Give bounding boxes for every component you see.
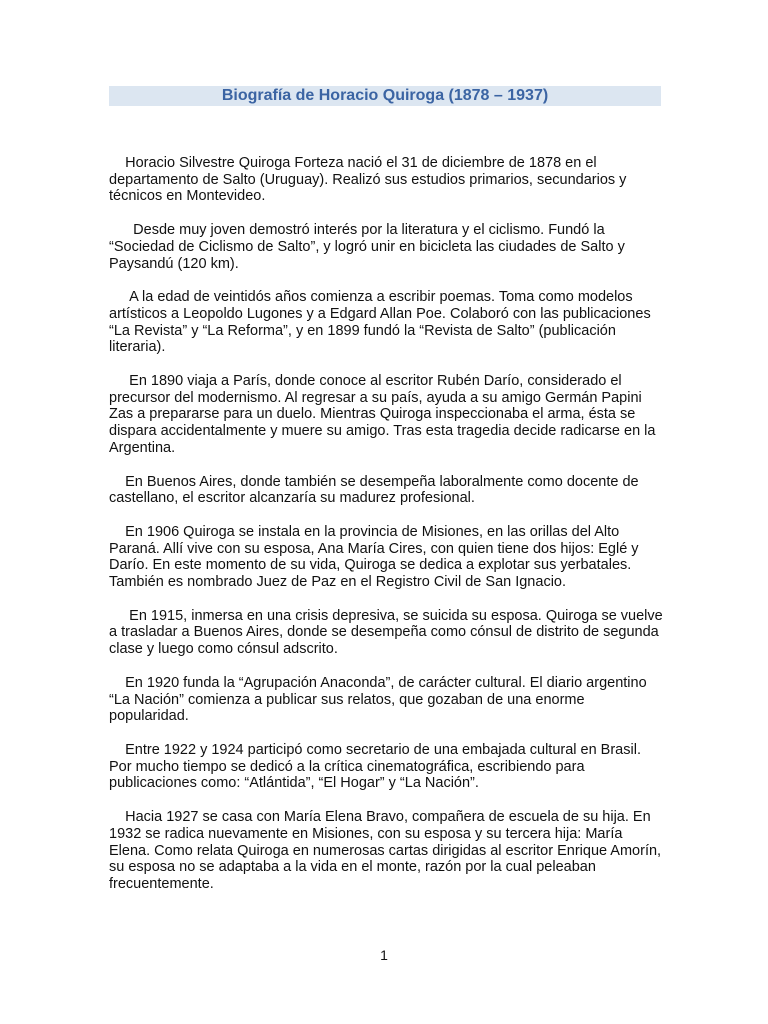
paragraph-poems: A la edad de veintidós años comienza a escribir poemas. Toma como modelos artísticos a Leopoldo Lugones y a Edgard Allan Poe. Colaboró con las publicaciones “La Revista” y “La Reforma”, y en 1899 fundó la “Revista de Salto” (publicación literaria). — [109, 289, 651, 356]
paragraph-birth: Horacio Silvestre Quiroga Forteza nació el 31 de diciembre de 1878 en el departamento de Salto (Uruguay). Realizó sus estudios primarios, secundarios y técnicos en Montevideo. — [109, 155, 627, 205]
paragraph-cycling: Desde muy joven demostró interés por la literatura y el ciclismo. Fundó la “Sociedad de Ciclismo de Salto”, y logró unir en bicicleta las ciudades de Salto y Paysandú (120 km). — [109, 222, 625, 272]
paragraph-paris: En 1890 viaja a París, donde conoce al escritor Rubén Darío, considerado el precursor del modernismo. Al regresar a su país, ayuda a su amigo Germán Papini Zas a prepararse para un duelo. Mientras Quiroga inspeccionaba el arma, ésta se dispara accidentalmente y muere su amigo. Tras esta tragedia decide radicarse en la Argentina. — [109, 373, 656, 456]
document-title: Biografía de Horacio Quiroga (1878 – 1937) — [221, 87, 549, 104]
paragraph-anaconda: En 1920 funda la “Agrupación Anaconda”, de carácter cultural. El diario argentino “La Nación” comienza a publicar sus relatos, que gozaban de una enorme popularidad. — [109, 674, 647, 725]
paragraph-buenos-aires: En Buenos Aires, donde también se desempeña laboralmente como docente de castellano, el escritor alcanzaría su madurez profesional. — [109, 473, 639, 507]
paragraph-1915: En 1915, inmersa en una crisis depresiva, se suicida su esposa. Quiroga se vuelve a trasladar a Buenos Aires, donde se desempeña como cónsul de distrito de segunda clase y luego como cónsul adscrito. — [109, 607, 663, 658]
paragraph-misiones: En 1906 Quiroga se instala en la provincia de Misiones, en las orillas del Alto Paraná. Allí vive con su esposa, Ana María Cires, con quien tiene dos hijos: Eglé y Darío. En este momento de su vida, Quiroga se dedica a explotar sus yerbatales. También es nombrado Juez de Paz en el Registro Civil de San Ignacio. — [109, 523, 639, 591]
title-banner — [109, 86, 661, 106]
page-number: 1 — [380, 947, 388, 963]
document-body — [109, 155, 664, 910]
paragraph-brasil: Entre 1922 y 1924 participó como secretario de una embajada cultural en Brasil. Por mucho tiempo se dedicó a la crítica cinematográfica, escribiendo para publicaciones como: “Atlántida”, “El Hogar” y “La Nación”. — [109, 741, 641, 792]
paragraph-maria-elena: Hacia 1927 se casa con María Elena Bravo, compañera de escuela de su hija. En 1932 se radica nuevamente en Misiones, con su esposa y su tercera hija: María Elena. Como relata Quiroga en numerosas cartas dirigidas al escritor Enrique Amorín, su esposa no se adaptaba a la vida en el monte, razón por la cual peleaban frecuentemente. — [109, 809, 662, 892]
